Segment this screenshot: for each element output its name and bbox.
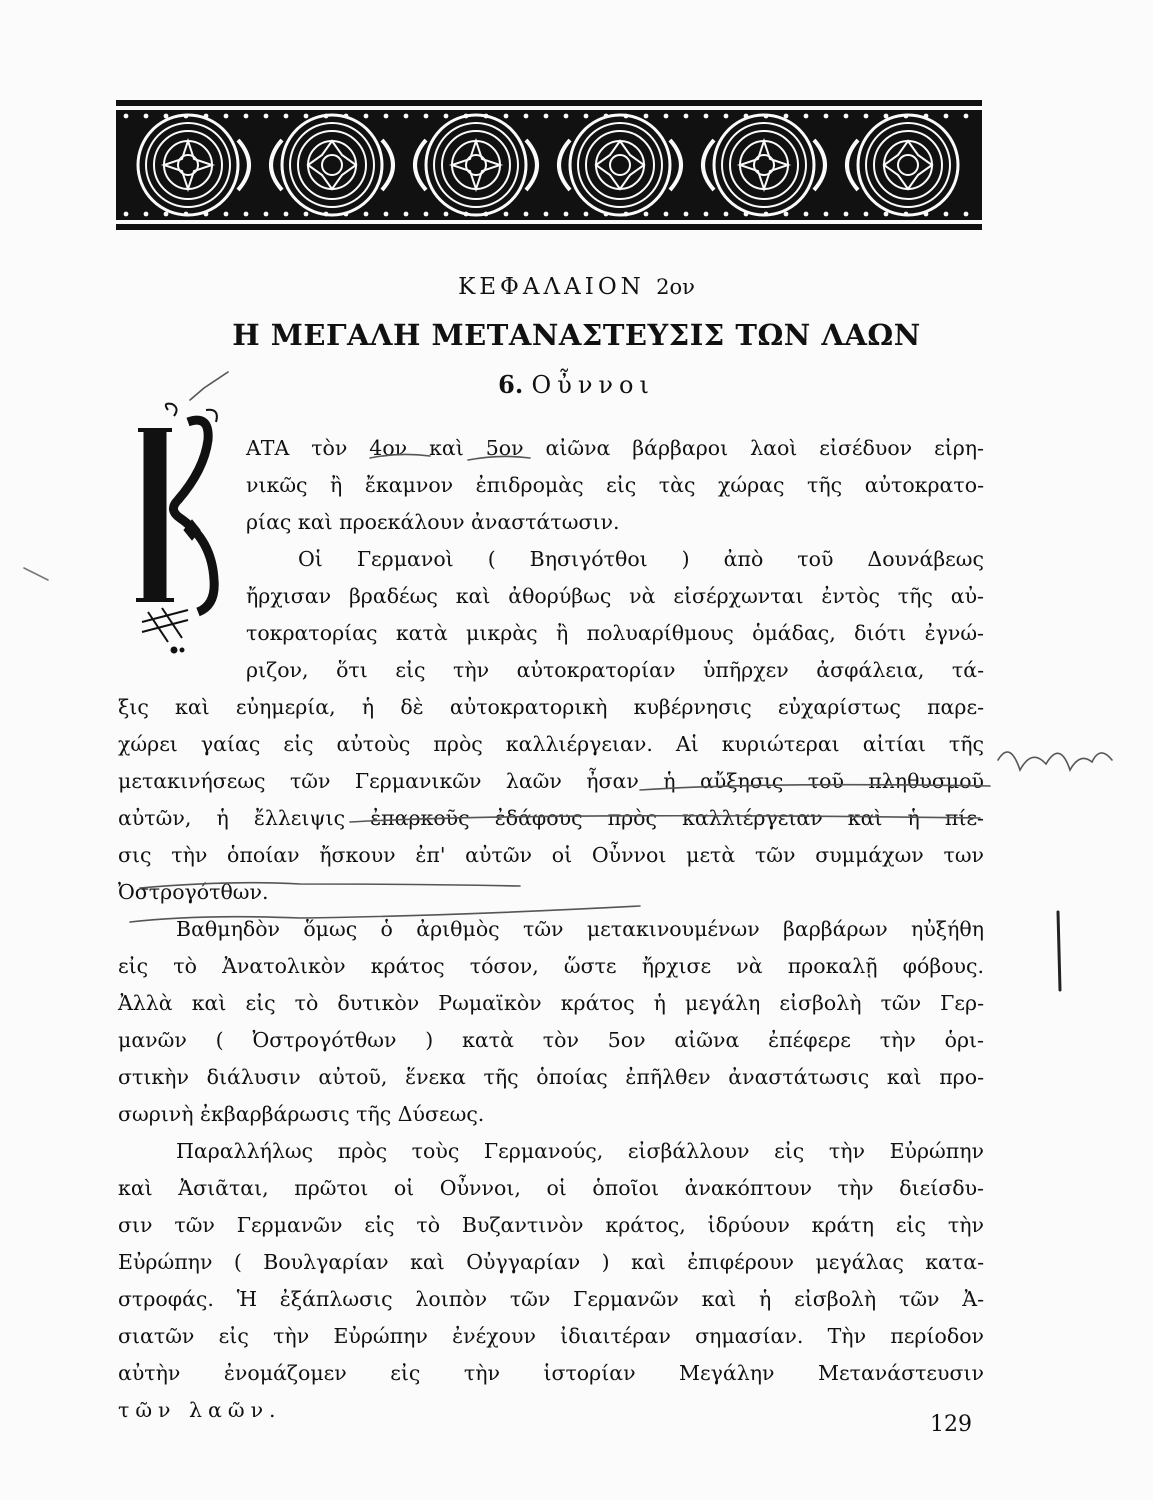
chapter-heading <box>0 274 1153 300</box>
text-line: μετακινήσεως τῶν Γερμανικῶν λαῶν ἦσαν ἡ αὔξησις τοῦ πληθυσμοῦ <box>118 769 984 793</box>
text-line: χώρει γαίας εἰς αὐτοὺς πρὸς καλλιέργειαν. Αἱ κυριώτεραι αἰτίαι τῆς <box>118 732 984 756</box>
text-line: ἤρχισαν βραδέως καὶ ἀθορύβως νὰ εἰσέρχωνται ἐντὸς τῆς αὐ- <box>246 584 984 608</box>
text-line: στικὴν διάλυσιν αὐτοῦ, ἕνεκα τῆς ὁποίας ἐπῆλθεν ἀναστάτωσις καὶ προ- <box>118 1065 984 1089</box>
text-line: μανῶν ( Ὀστρογότθων ) κατὰ τὸν 5ον αἰῶνα ἐπέφερε τὴν ὁρι- <box>118 1028 984 1052</box>
text-line: Ἀλλὰ καὶ εἰς τὸ δυτικὸν Ρωμαϊκὸν κράτος ἡ μεγάλη εἰσβολὴ τῶν Γερ- <box>118 991 984 1015</box>
body-text <box>118 430 984 1429</box>
text-line: εἰς τὸ Ἀνατολικὸν κράτος τόσον, ὥστε ἤρχισε νὰ προκαλῇ φόβους. <box>118 954 984 978</box>
text-line: Παραλλήλως πρὸς τοὺς Γερμανούς, εἰσβάλλουν εἰς τὴν Εὐρώπην <box>176 1139 984 1163</box>
text-line: Ὀστρογότθων. <box>118 880 269 904</box>
page-number: 129 <box>930 1412 972 1437</box>
text-line: Εὐρώπην ( Βουλγαρίαν καὶ Οὐγγαρίαν ) καὶ ἐπιφέρουν μεγάλας κατα- <box>118 1250 984 1274</box>
text-line: σωρινὴ ἐκβαρβάρωσις τῆς Δύσεως. <box>118 1102 485 1126</box>
text-line: τοκρατορίας κατὰ μικρὰς ἢ πολυαρίθμους ὁμάδας, διότι ἐγνώ- <box>246 621 984 645</box>
text-line: τῶν λαῶν. <box>118 1398 282 1422</box>
text-line: νικῶς ἢ ἔκαμνον ἐπιδρομὰς εἰς τὰς χώρας τῆς αὐτοκρατο- <box>246 473 984 497</box>
text-line: Βαθμηδὸν ὅμως ὁ ἀριθμὸς τῶν μετακινουμένων βαρβάρων ηὐξήθη <box>176 917 984 941</box>
text-line: ΑΤΑ τὸν 4ον καὶ 5ον αἰῶνα βάρβαροι λαοὶ εἰσέδυον εἰρη- <box>246 436 984 460</box>
page-title: Η ΜΕΓΑΛΗ ΜΕΤΑΝΑΣΤΕΥΣΙΣ ΤΩΝ ΛΑΩΝ <box>232 318 921 352</box>
text-line: ξις καὶ εὐημερία, ἡ δὲ αὐτοκρατορικὴ κυβέρνησις εὐχαρίστως παρε- <box>118 695 984 719</box>
text-line: σιατῶν εἰς τὴν Εὐρώπην ἐνέχουν ἰδιαιτέραν σημασίαν. Τὴν περίοδον <box>118 1324 984 1348</box>
text-line: ρίας καὶ προεκάλουν ἀναστάτωσιν. <box>246 510 620 534</box>
text-line: σιν τῶν Γερμανῶν εἰς τὸ Βυζαντινὸν κράτος, ἱδρύουν κράτη εἰς τὴν <box>118 1213 984 1237</box>
ornamental-header-band <box>116 100 982 230</box>
text-line: αὐτὴν ἐνομάζομεν εἰς τὴν ἱστορίαν Μεγάλην Μετανάστευσιν <box>118 1361 984 1385</box>
text-line: Οἱ Γερμανοὶ ( Βησιγότθοι ) ἀπὸ τοῦ Δουνάβεως <box>298 547 984 571</box>
text-line: αὐτῶν, ἡ ἔλλειψις ἐπαρκοῦς ἐδάφους πρὸς καλλιέργειαν καὶ ἡ πίε- <box>118 806 984 830</box>
section-name: Οὖννοι <box>531 371 655 399</box>
text-line: στροφάς. Ἡ ἐξάπλωσις λοιπὸν τῶν Γερμανῶν καὶ ἡ εἰσβολὴ τῶν Ἀ- <box>118 1287 984 1311</box>
section-heading <box>0 370 1153 399</box>
chapter-label: ΚΕΦΑΛΑΙΟΝ <box>458 274 645 300</box>
section-number: 6. <box>498 370 524 399</box>
text-line: καὶ Ἀσιᾶται, πρῶτοι οἱ Οὖννοι, οἱ ὁποῖοι ἀνακόπτουν τὴν διείσδυ- <box>118 1176 984 1200</box>
text-line: ριζον, ὅτι εἰς τὴν αὐτοκρατορίαν ὑπῆρχεν ἀσφάλεια, τά- <box>246 658 984 682</box>
chapter-ordinal: 2ον <box>656 275 695 299</box>
text-line: σις τὴν ὁποίαν ἤσκουν ἐπ' αὐτῶν οἱ Οὖννοι μετὰ τῶν συμμάχων των <box>118 843 984 867</box>
